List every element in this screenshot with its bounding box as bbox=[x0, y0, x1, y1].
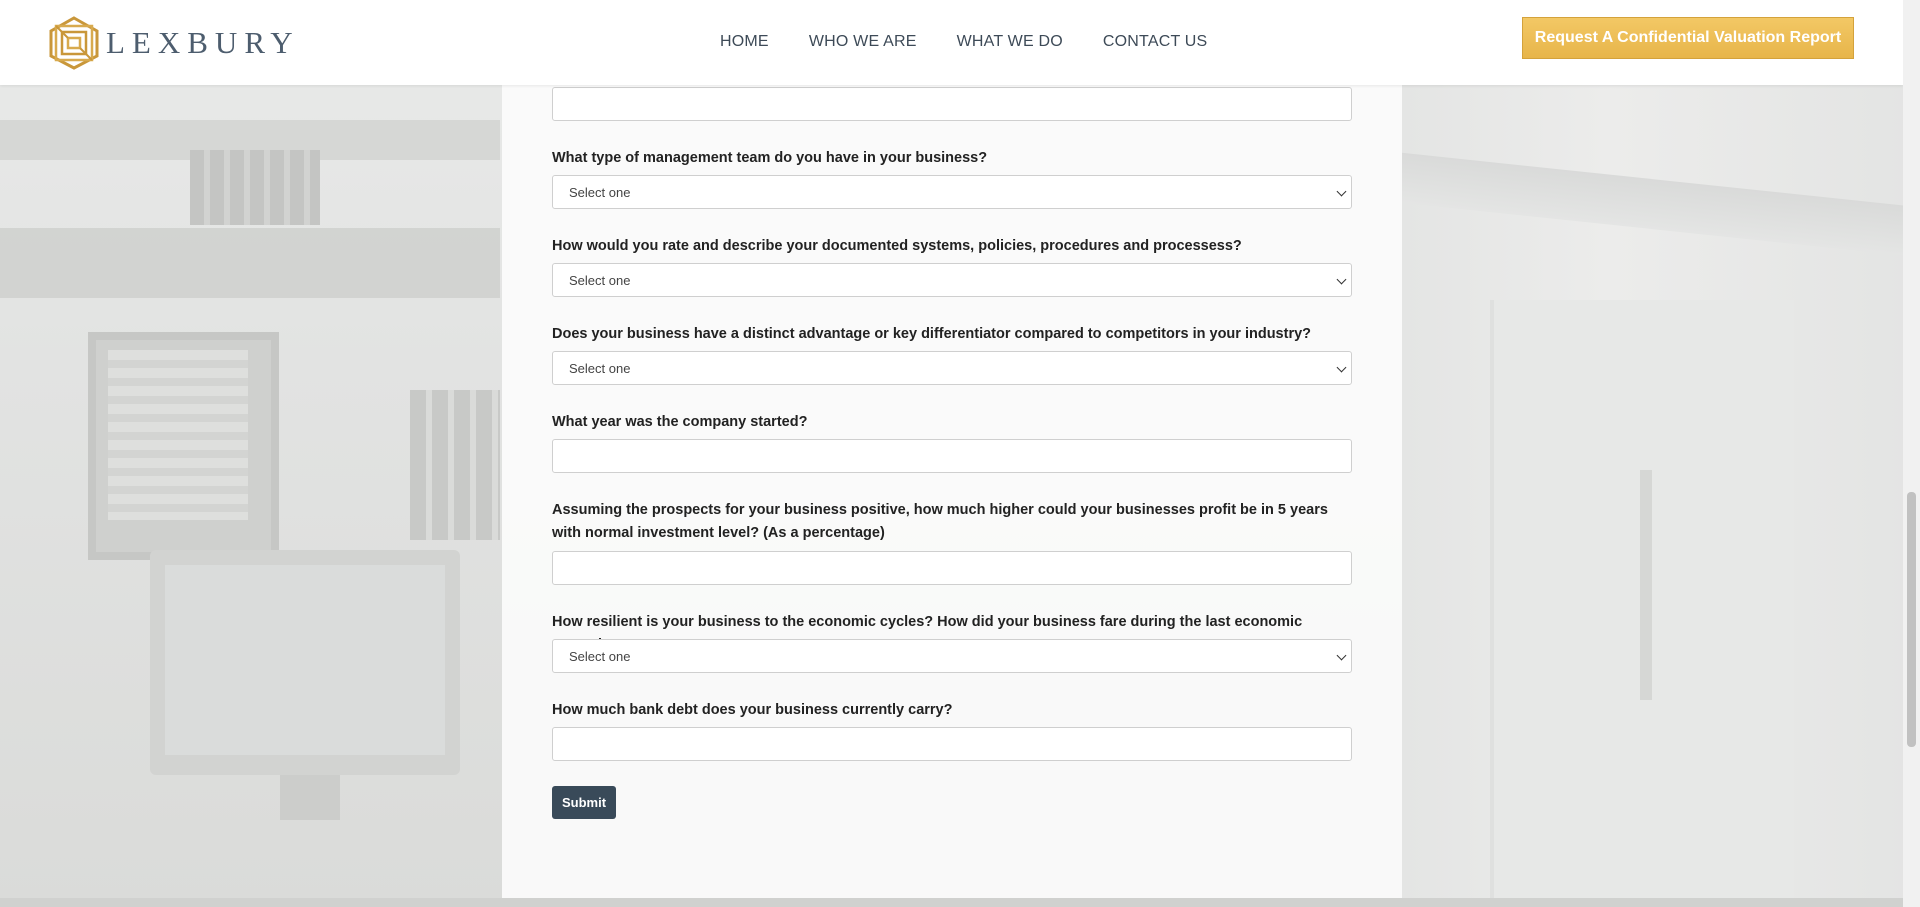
bank-debt-input[interactable] bbox=[552, 727, 1352, 761]
chevron-down-icon bbox=[1337, 275, 1347, 285]
nav-contact-us[interactable]: CONTACT US bbox=[1102, 33, 1208, 50]
logo[interactable] bbox=[48, 16, 300, 70]
year-started-label: What year was the company started? bbox=[552, 414, 808, 430]
nav-what-we-do[interactable]: WHAT WE DO bbox=[956, 33, 1063, 50]
logo-icon bbox=[48, 16, 100, 70]
systems-select[interactable] bbox=[552, 263, 1352, 297]
page-bottom-band bbox=[0, 898, 1903, 907]
resilience-label: How resilient is your business to the economic cycles? How did your business fare during the last economic bbox=[552, 614, 1303, 630]
systems-field bbox=[552, 235, 1352, 258]
select-value: Select one bbox=[569, 184, 631, 200]
profit-growth-input[interactable] bbox=[552, 551, 1352, 585]
systems-label: How would you rate and describe your documented systems, policies, procedures and processess? bbox=[552, 238, 1242, 254]
resilience-select[interactable] bbox=[552, 639, 1352, 673]
main-nav bbox=[720, 33, 1247, 51]
nav-home[interactable]: HOME bbox=[720, 33, 769, 50]
chevron-down-icon bbox=[1337, 651, 1347, 661]
site-header bbox=[0, 0, 1903, 85]
management-team-field bbox=[552, 147, 1352, 170]
scrollbar-thumb[interactable] bbox=[1907, 492, 1916, 747]
form-panel bbox=[502, 0, 1402, 898]
select-value: Select one bbox=[569, 272, 631, 288]
year-started-input[interactable] bbox=[552, 439, 1352, 473]
chevron-down-icon bbox=[1337, 187, 1347, 197]
bank-debt-label: How much bank debt does your business currently carry? bbox=[552, 702, 953, 718]
advantage-label: Does your business have a distinct advantage or key differentiator compared to competitors in your industry? bbox=[552, 326, 1312, 342]
employees-input[interactable] bbox=[552, 87, 1352, 121]
advantage-select[interactable] bbox=[552, 351, 1352, 385]
profit-growth-field bbox=[552, 499, 1352, 545]
request-valuation-button[interactable]: Request A Confidential Valuation Report bbox=[1522, 17, 1854, 59]
select-value: Select one bbox=[569, 360, 631, 376]
year-started-field bbox=[552, 411, 1352, 434]
bank-debt-field bbox=[552, 699, 1352, 722]
page-scrollbar[interactable] bbox=[1903, 0, 1920, 907]
profit-growth-label: Assuming the prospects for your business positive, how much higher could your businesses profit be in 5 years with normal investment level? (As a percentage) bbox=[552, 502, 1328, 541]
submit-button[interactable]: Submit bbox=[552, 786, 616, 819]
select-value: Select one bbox=[569, 648, 631, 664]
logo-wordmark: LEXBURY bbox=[106, 25, 300, 60]
chevron-down-icon bbox=[1337, 363, 1347, 373]
advantage-field bbox=[552, 323, 1352, 346]
management-team-label: What type of management team do you have in your business? bbox=[552, 150, 988, 166]
nav-who-we-are[interactable]: WHO WE ARE bbox=[808, 33, 917, 50]
management-team-select[interactable] bbox=[552, 175, 1352, 209]
